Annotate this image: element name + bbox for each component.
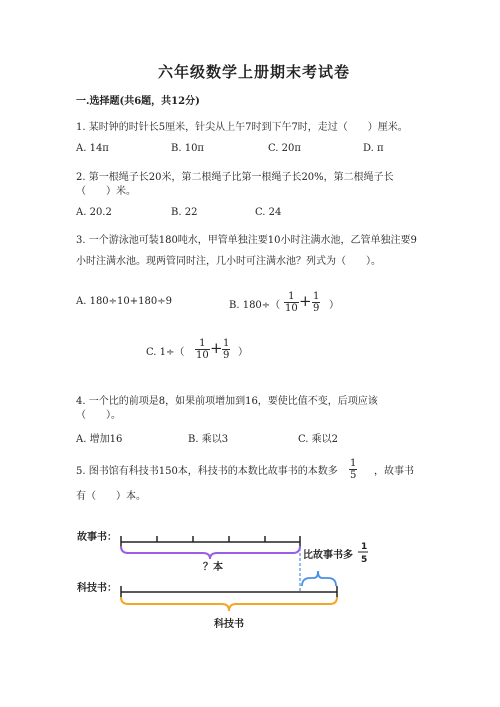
q2-stem-line2: （ ）米。: [76, 186, 136, 197]
q3-option-c-suffix: ）: [238, 347, 248, 358]
q4-stem-line2: （ ）。: [76, 410, 121, 421]
q2-option-a[interactable]: A. 20.2: [76, 207, 112, 218]
q2-option-b[interactable]: B. 22: [171, 207, 198, 218]
q1-option-a[interactable]: A. 14π: [76, 143, 109, 154]
tech-book-label: 科技书：: [77, 583, 117, 594]
unknown-count-label: ？本: [203, 562, 223, 573]
q3-stem-line2: 小时注满水池。现两管同时注，几小时可注满水池？列式为（ ）。: [76, 256, 381, 267]
q3-option-b-plus: +: [299, 292, 312, 310]
q1-option-c[interactable]: C. 20π: [268, 143, 301, 154]
q4-option-c[interactable]: C. 乘以2: [298, 434, 339, 445]
q5-stem-frac: $\frac{1}{5}$: [350, 458, 357, 481]
story-book-label: 故事书：: [77, 532, 117, 543]
more-frac-den: 5: [361, 555, 368, 565]
q5-stem-line1-b: ，故事书: [374, 466, 414, 477]
q2-stem-line1: 2. 第一根绳子长20米，第二根绳子比第一根绳子长20%，第二根绳子长: [76, 172, 394, 183]
tech-book-segment: [121, 586, 337, 598]
q5-stem-line2: 有（ ）本。: [76, 491, 146, 502]
q3-option-b-frac2: $\frac{1}{9}$: [313, 291, 320, 314]
story-book-segment: [121, 536, 300, 548]
q5-stem-line1-a: 5. 图书馆有科技书150本，科技书的本数比故事书的本数多: [76, 466, 338, 477]
q3-option-b-prefix: B. 180÷（: [229, 300, 281, 311]
tech-book-brace: [121, 597, 337, 611]
q3-option-c-prefix: C. 1÷（: [146, 347, 185, 358]
q1-stem: 1. 某时钟的时针长5厘米，针尖从上午7时到下午7时，走过（ ）厘米。: [76, 122, 408, 133]
q2-option-c[interactable]: C. 24: [255, 207, 282, 218]
q1-option-d[interactable]: D. π: [363, 143, 384, 154]
page-title: 六年级数学上册期末考试卷: [158, 63, 351, 81]
q4-option-b[interactable]: B. 乘以3: [188, 434, 229, 445]
more-than-story-label: 比故事书多: [303, 550, 353, 561]
extra-part-brace: [302, 571, 336, 586]
q3-stem-line1: 3. 一个游泳池可装180吨水，甲管单独注要10小时注满水池，乙管单独注要9: [76, 235, 417, 246]
q4-option-a[interactable]: A. 增加16: [76, 434, 123, 445]
section-header: 一.选择题(共6题，共12分): [76, 96, 200, 107]
q1-option-b[interactable]: B. 10π: [171, 143, 205, 154]
q3-option-c-frac1: $\frac{1}{10}$: [196, 338, 209, 361]
q3-option-a[interactable]: A. 180÷10+180÷9: [76, 296, 172, 307]
story-book-brace: [121, 546, 300, 559]
q3-option-c-plus: +: [210, 339, 223, 357]
q3-option-b-suffix: ）: [329, 300, 339, 311]
q4-stem-line1: 4. 一个比的前项是8，如果前项增加到16，要使比值不变，后项应该: [76, 396, 378, 407]
q3-option-b-frac1: $\frac{1}{10}$: [285, 291, 298, 314]
tech-book-bottom-label: 科技书: [214, 619, 244, 630]
more-frac-num: 1: [361, 542, 368, 552]
q3-option-c-frac2: $\frac{1}{9}$: [223, 338, 230, 361]
